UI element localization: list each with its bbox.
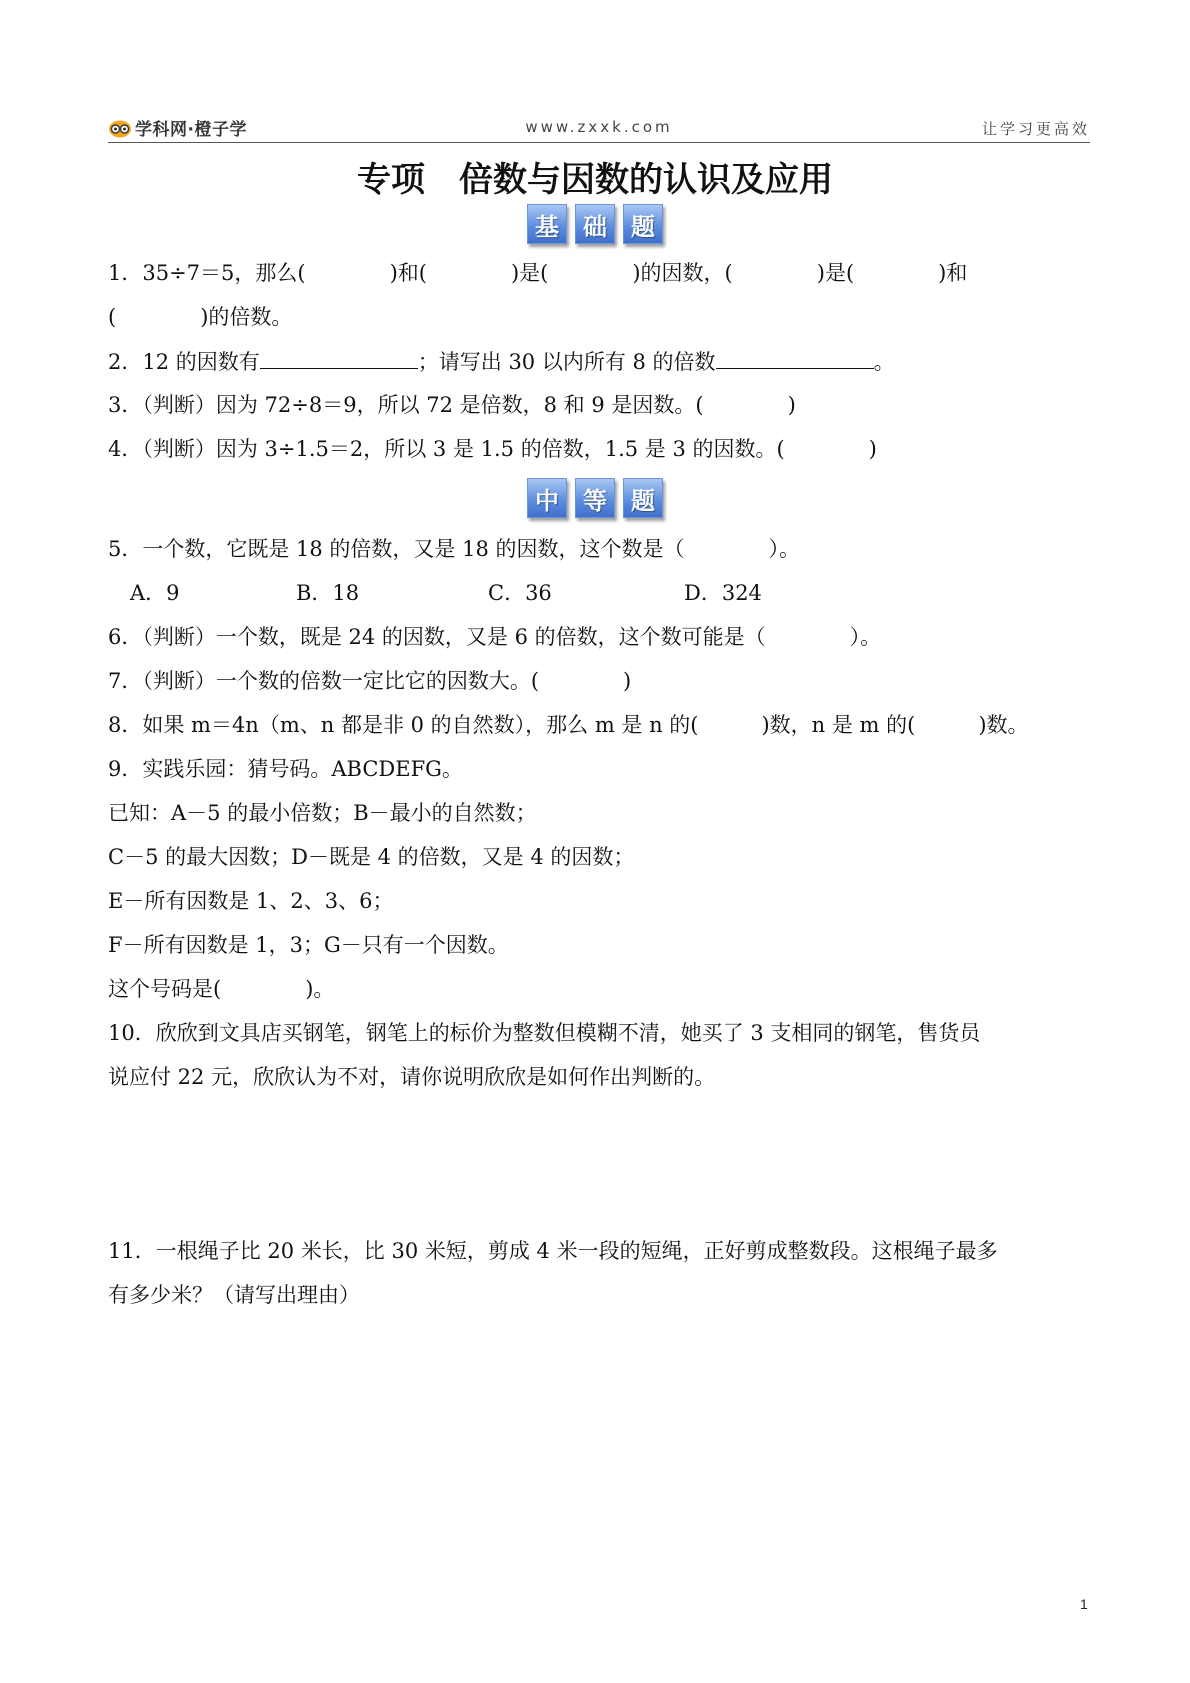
question-10-line-2: 说应付 22 元，欣欣认为不对，请你说明欣欣是如何作出判断的。 bbox=[108, 1065, 716, 1089]
badge-char: 题 bbox=[623, 204, 663, 244]
question-9-clue-1: 已知：A－5 的最小倍数；B－最小的自然数； bbox=[108, 801, 537, 825]
question-2 bbox=[108, 346, 895, 377]
q5-option-c: C．36 bbox=[488, 581, 552, 605]
question-8: 8．如果 m＝4n（m、n 都是非 0 的自然数），那么 m 是 n 的( )数，n 是 m 的( )数。 bbox=[108, 713, 1029, 737]
page-number: 1 bbox=[1080, 1596, 1088, 1612]
badge-char: 等 bbox=[575, 478, 615, 518]
answer-blank[interactable] bbox=[260, 346, 418, 369]
question-9-title: 9．实践乐园：猜号码。ABCDEFG。 bbox=[108, 757, 463, 781]
question-4: 4．（判断）因为 3÷1.5＝2，所以 3 是 1.5 的倍数，1.5 是 3 的因数。( ) bbox=[108, 437, 877, 461]
question-11-line-1: 11．一根绳子比 20 米长，比 30 米短，剪成 4 米一段的短绳，正好剪成整数段。这根绳子最多 bbox=[108, 1239, 998, 1263]
site-url: www.zxxk.com bbox=[525, 118, 673, 136]
section-badge-medium bbox=[0, 478, 1190, 516]
page-header bbox=[108, 112, 1090, 143]
q5-option-b: B．18 bbox=[296, 581, 360, 605]
question-1-line-1: 1．35÷7＝5，那么( )和( )是( )的因数，( )是( )和 bbox=[108, 261, 968, 285]
question-7: 7．（判断）一个数的倍数一定比它的因数大。( ) bbox=[108, 669, 632, 693]
question-9-clue-3: E－所有因数是 1、2、3、6； bbox=[108, 889, 394, 913]
question-2-text-c: 。 bbox=[873, 350, 895, 374]
question-11-line-2: 有多少米？（请写出理由） bbox=[108, 1283, 360, 1307]
q5-option-d: D．324 bbox=[684, 581, 762, 605]
question-5: 5．一个数，它既是 18 的倍数，又是 18 的因数，这个数是（ ）。 bbox=[108, 537, 801, 561]
badge-char: 础 bbox=[575, 204, 615, 244]
section-badge-basic bbox=[0, 204, 1190, 242]
question-6: 6．（判断）一个数，既是 24 的因数，又是 6 的倍数，这个数可能是（ ）。 bbox=[108, 625, 882, 649]
logo-text: 学科网·橙子学 bbox=[135, 120, 247, 140]
badge-char: 中 bbox=[527, 478, 567, 518]
q5-option-a: A．9 bbox=[130, 581, 180, 605]
page-title: 专项 倍数与因数的认识及应用 bbox=[357, 160, 833, 200]
question-2-text-a: 2．12 的因数有 bbox=[108, 350, 260, 374]
badge-char: 题 bbox=[623, 478, 663, 518]
question-2-text-b: ；请写出 30 以内所有 8 的倍数 bbox=[417, 350, 716, 374]
header-slogan: 让学习更高效 bbox=[981, 120, 1090, 138]
question-1-line-2: ( )的倍数。 bbox=[108, 305, 293, 329]
answer-blank[interactable] bbox=[716, 346, 874, 369]
question-9-clue-2: C－5 的最大因数；D－既是 4 的倍数，又是 4 的因数； bbox=[108, 845, 635, 869]
badge-char: 基 bbox=[527, 204, 567, 244]
question-3: 3．（判断）因为 72÷8＝9，所以 72 是倍数，8 和 9 是因数。( ) bbox=[108, 393, 796, 417]
question-9-clue-4: F－所有因数是 1，3；G－只有一个因数。 bbox=[108, 933, 509, 957]
question-9-answer: 这个号码是( )。 bbox=[108, 977, 335, 1001]
question-10-line-1: 10．欣欣到文具店买钢笔，钢笔上的标价为整数但模糊不清，她买了 3 支相同的钢笔，售货员 bbox=[108, 1021, 981, 1045]
